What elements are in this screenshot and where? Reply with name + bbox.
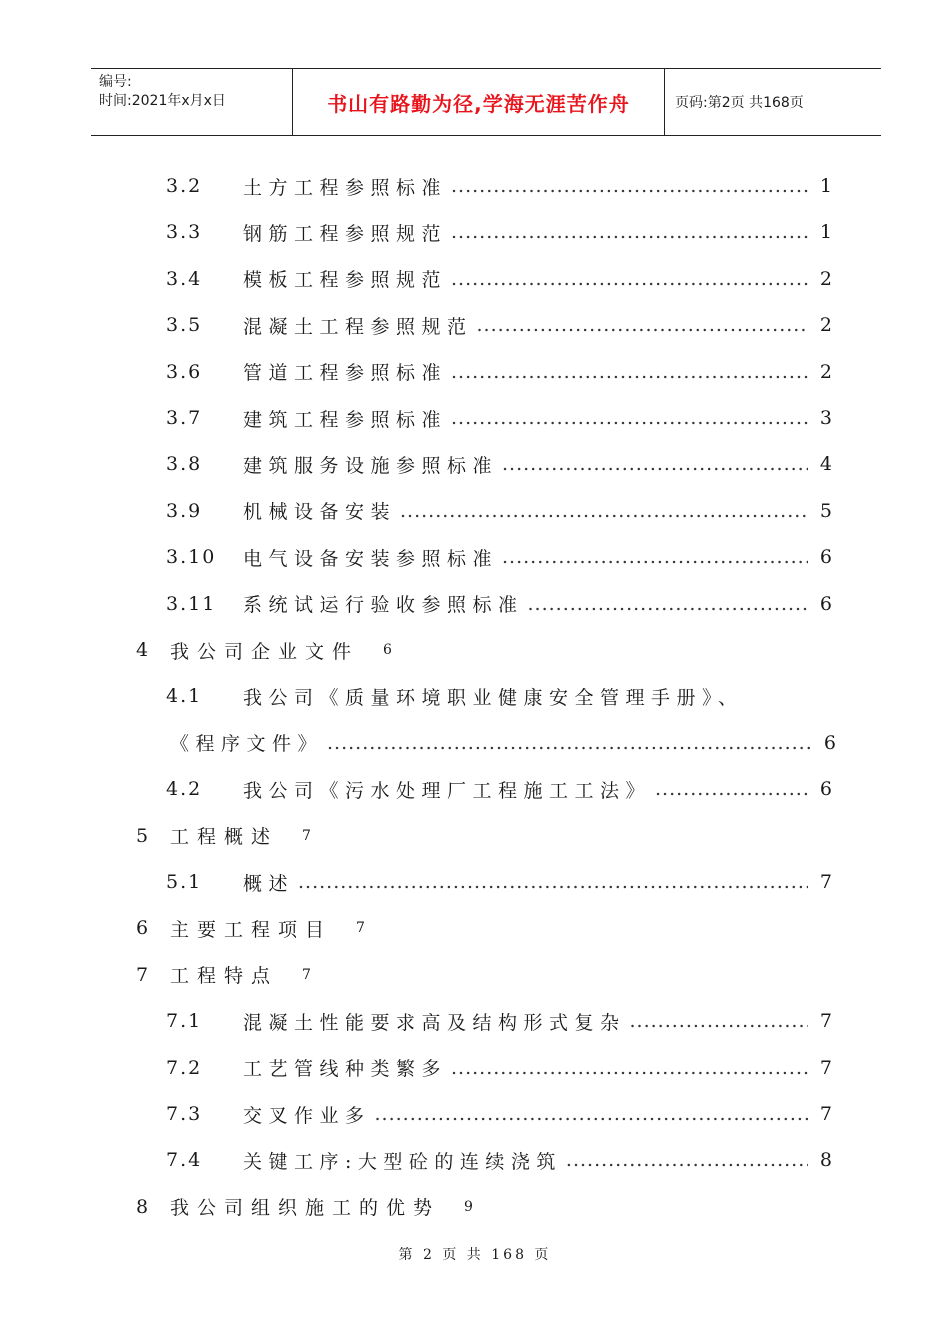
toc-entry-title: 交叉作业多: [243, 1104, 371, 1127]
toc-dot-leader: [502, 546, 808, 568]
toc-entry[interactable]: [166, 589, 832, 619]
toc-entry[interactable]: [136, 960, 311, 990]
toc-entry-title: 我公司《污水处理厂工程施工工法》: [243, 779, 652, 802]
toc-entry-page: 6: [383, 642, 392, 658]
toc-entry-title: 关键工序:大型砼的连续浇筑: [243, 1150, 562, 1173]
toc-dot-leader: [451, 407, 808, 429]
toc-entry-page: 4: [819, 453, 832, 476]
toc-dot-leader: [400, 500, 808, 522]
toc-dot-leader: [630, 1010, 808, 1032]
toc-entry-title: 工程特点: [170, 965, 279, 988]
toc-entry-page: 1: [819, 221, 832, 244]
toc-dot-leader: [477, 314, 808, 336]
document-number-label: 编号:: [99, 74, 132, 90]
toc-entry[interactable]: [166, 1006, 832, 1036]
toc-entry-number: 4: [136, 639, 149, 661]
toc-entry-number: 7.2: [166, 1056, 203, 1079]
toc-entry-title: 工程概述: [170, 826, 279, 849]
toc-entry-number: 3.3: [166, 221, 203, 244]
toc-entry[interactable]: [136, 821, 311, 851]
toc-entry-number: 3.5: [166, 314, 203, 337]
toc-dot-leader: [451, 1057, 808, 1079]
page-header: [91, 68, 881, 136]
toc-entry[interactable]: [166, 681, 832, 711]
toc-entry[interactable]: [166, 867, 832, 897]
toc-dot-leader: [451, 268, 808, 290]
toc-dot-leader: [566, 1149, 808, 1171]
toc-dot-leader: [327, 732, 812, 754]
toc-dot-leader: [528, 593, 808, 615]
toc-entry[interactable]: [166, 542, 832, 572]
toc-entry-page: 9: [464, 1198, 473, 1215]
toc-entry-title: 土方工程参照标准: [243, 176, 448, 199]
toc-entry-page: 7: [356, 920, 365, 937]
toc-dot-leader: [375, 1103, 808, 1125]
toc-entry-title: 管道工程参照标准: [243, 362, 448, 385]
toc-entry-page: 6: [819, 546, 832, 569]
toc-entry-number: 3.9: [166, 499, 203, 522]
toc-entry-page: 3: [819, 407, 832, 429]
toc-entry-title: 概述: [243, 872, 295, 895]
toc-entry-number: 7.4: [166, 1149, 203, 1172]
page-footer: 第 2 页 共 168 页: [398, 1247, 552, 1263]
toc-entry[interactable]: [166, 1053, 832, 1083]
toc-entry[interactable]: [166, 264, 832, 294]
toc-entry-title: 机械设备安装: [243, 501, 397, 524]
toc-entry[interactable]: [170, 728, 836, 758]
toc-entry[interactable]: [136, 1192, 473, 1222]
toc-entry-page: 2: [819, 314, 832, 337]
toc-dot-leader: [451, 175, 808, 197]
toc-entry-page: 7: [302, 827, 311, 844]
toc-entry[interactable]: [166, 1099, 832, 1129]
toc-entry-number: 4.2: [166, 778, 203, 801]
header-meta: [91, 69, 293, 135]
toc-entry[interactable]: [166, 449, 832, 479]
toc-entry-number: 3.4: [166, 267, 203, 290]
toc-entry[interactable]: [166, 357, 832, 387]
toc-entry-number: 4.1: [166, 685, 203, 708]
toc-entry-page: 2: [819, 267, 832, 290]
toc-entry-page: 2: [819, 360, 832, 383]
toc-entry-number: 3.10: [166, 546, 217, 569]
toc-entry-number: 3.2: [166, 175, 203, 197]
toc-entry-number: 3.7: [166, 407, 203, 429]
toc-entry-number: 8: [136, 1195, 149, 1218]
toc-entry[interactable]: [166, 171, 832, 201]
toc-entry-page: 6: [823, 731, 836, 754]
toc-entry-page: 1: [819, 175, 832, 197]
toc-entry-number: 7: [136, 963, 149, 986]
toc-entry-page: 8: [819, 1149, 832, 1172]
toc-entry-number: 7.1: [166, 1010, 203, 1033]
toc-entry-title: 钢筋工程参照规范: [243, 222, 448, 245]
document-time-label: 时间:2021年x月x日: [99, 93, 226, 109]
toc-dot-leader: [451, 221, 808, 243]
toc-entry-number: 5.1: [166, 871, 203, 893]
toc-entry-title: 建筑工程参照标准: [243, 408, 448, 431]
toc-dot-leader: [451, 361, 808, 383]
toc-entry-title: 建筑服务设施参照标准: [243, 454, 499, 477]
toc-dot-leader: [655, 778, 808, 800]
toc-entry-title: 我公司《质量环境职业健康安全管理手册》、: [243, 686, 744, 709]
toc-entry-page: 7: [819, 1056, 832, 1079]
toc-entry[interactable]: [166, 1145, 832, 1175]
toc-entry-page: 7: [819, 871, 832, 893]
toc-entry-number: 7.3: [166, 1103, 203, 1125]
toc-entry[interactable]: [136, 913, 365, 943]
toc-entry-title: 我公司组织施工的优势: [170, 1197, 441, 1220]
toc-entry-title: 工艺管线种类繁多: [243, 1058, 448, 1081]
toc-entry-title: 我公司企业文件: [170, 640, 360, 663]
toc-entry-title: 混凝土性能要求高及结构形式复杂: [243, 1011, 626, 1034]
toc-entry-title: 模板工程参照规范: [243, 269, 448, 292]
toc-entry-number: 3.6: [166, 360, 203, 383]
toc-dot-leader: [298, 871, 808, 893]
toc-entry[interactable]: [166, 403, 832, 433]
toc-entry-page: 7: [819, 1103, 832, 1125]
toc-entry-title: 《程序文件》: [170, 733, 324, 756]
toc-entry-page: 7: [819, 1010, 832, 1033]
toc-entry-number: 6: [136, 917, 149, 940]
toc-entry-title: 电气设备安装参照标准: [243, 547, 499, 570]
header-motto: 书山有路勤为径,学海无涯苦作舟: [293, 69, 665, 135]
toc-entry[interactable]: [166, 310, 832, 340]
toc-entry-title: 主要工程项目: [170, 918, 333, 941]
toc-entry-title: 系统试运行验收参照标准: [243, 594, 524, 617]
header-page-info: 页码:第2页 共168页: [675, 95, 804, 111]
toc-entry-number: 5: [136, 824, 149, 847]
toc-entry[interactable]: [166, 496, 832, 526]
toc-entry-title: 混凝土工程参照规范: [243, 315, 473, 338]
toc-entry-page: 5: [819, 499, 832, 522]
toc-entry[interactable]: [136, 635, 392, 665]
toc-entry[interactable]: [166, 217, 832, 247]
toc-entry[interactable]: [166, 774, 832, 804]
toc-entry-page: 6: [819, 778, 832, 801]
toc-dot-leader: [502, 453, 808, 475]
toc-entry-number: 3.11: [166, 592, 217, 615]
toc-entry-number: 3.8: [166, 453, 203, 476]
toc-entry-page: 7: [302, 966, 311, 983]
toc-entry-page: 6: [819, 592, 832, 615]
